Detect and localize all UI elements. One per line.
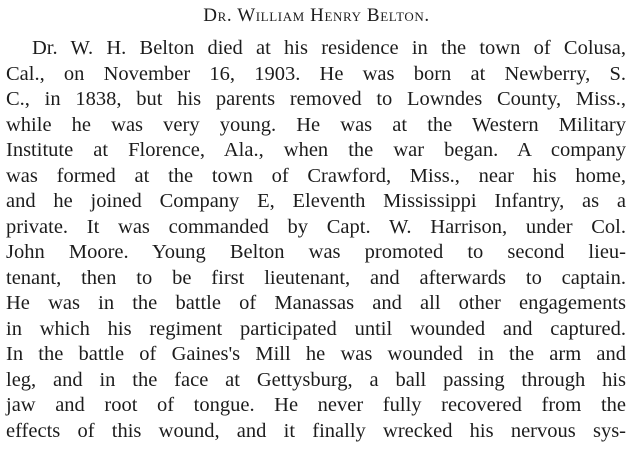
- text-line: private. It was commanded by Capt. W. Harrison, under Col.: [6, 215, 626, 238]
- text-line: in which his regiment participated until wounded and captured.: [6, 317, 626, 340]
- text-line: while he was very young. He was at the Western Military: [6, 113, 626, 136]
- text-line: Institute at Florence, Ala., when the war began. A company: [6, 139, 626, 161]
- page-title: Dr. William Henry Belton.: [203, 5, 430, 26]
- text-line: and he joined Company E, Eleventh Mississippi Infantry, as a: [6, 190, 626, 212]
- text-line: tenant, then to be first lieutenant, and afterwards to captain.: [6, 266, 626, 289]
- text-line: effects of this wound, and it finally wrecked his nervous sys-: [6, 419, 626, 442]
- text-line: Dr. W. H. Belton died at his residence in the town of Colusa,: [32, 37, 626, 59]
- text-line: jaw and root of tongue. He never fully recovered from the: [6, 394, 626, 416]
- text-line: leg, and in the face at Gettysburg, a ball passing through his: [6, 368, 626, 391]
- text-line: was formed at the town of Crawford, Miss., near his home,: [6, 164, 626, 187]
- text-line: C., in 1838, but his parents removed to Lowndes County, Miss.,: [6, 88, 626, 110]
- text-line: Cal., on November 16, 1903. He was born at Newberry, S.: [6, 62, 626, 85]
- text-line: John Moore. Young Belton was promoted to second lieu-: [6, 241, 626, 263]
- text-line: In the battle of Gaines's Mill he was wounded in the arm and: [6, 343, 626, 365]
- text-line: He was in the battle of Manassas and all other engagements: [6, 292, 626, 314]
